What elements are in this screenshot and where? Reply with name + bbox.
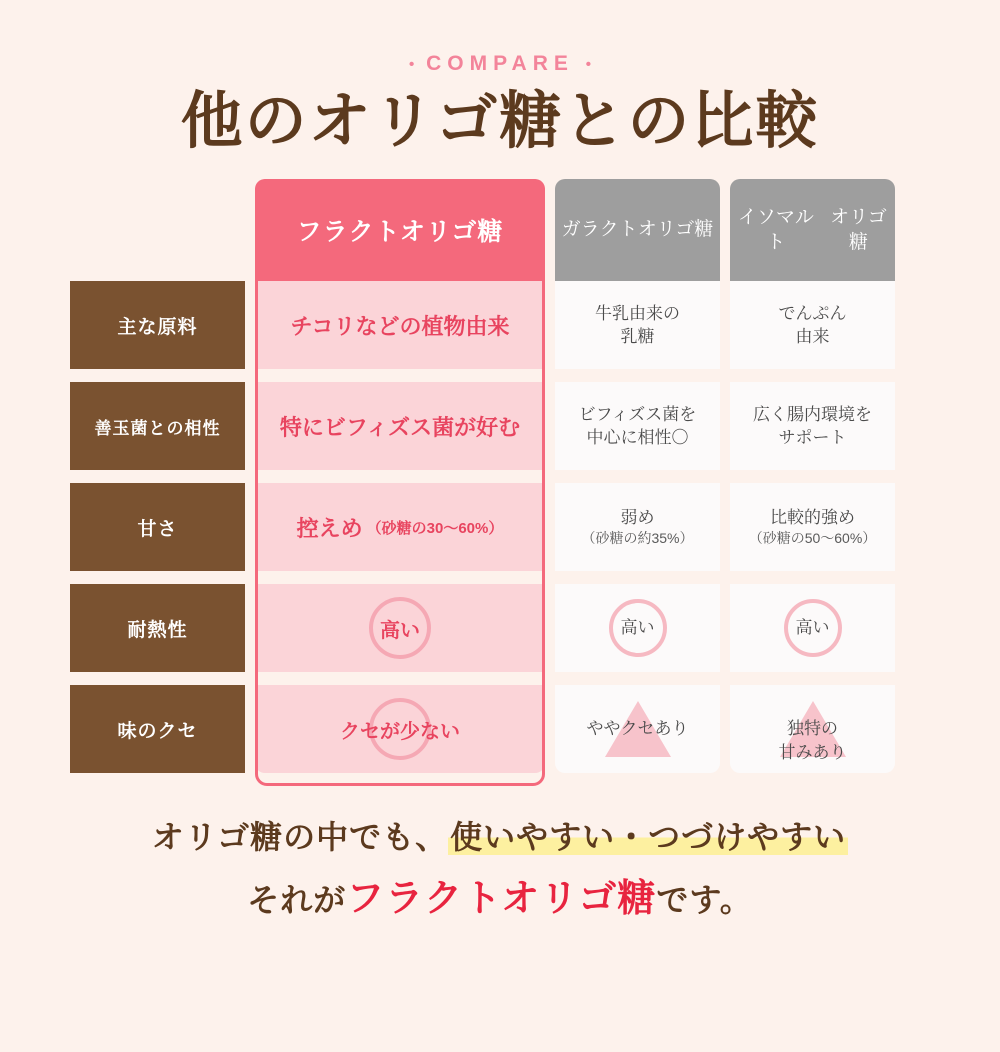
footer-line-1 bbox=[0, 816, 1000, 859]
spacer bbox=[545, 685, 555, 786]
footer-line2-post: です。 bbox=[656, 882, 753, 919]
mark-wrapper bbox=[255, 584, 545, 672]
spacer bbox=[720, 179, 730, 281]
cell-isomalto-line2: サポート bbox=[778, 428, 847, 448]
cell-isomalto bbox=[730, 281, 895, 369]
cell-fructo bbox=[255, 685, 545, 773]
cell-galacto-line2: （砂糖の約35%） bbox=[581, 530, 694, 547]
eyebrow-label bbox=[0, 52, 1000, 76]
cell-fructo-text: 高い bbox=[380, 619, 420, 642]
cell-galacto-line1: 弱め bbox=[620, 507, 655, 527]
column-header-isomalto-line1: イソマルト bbox=[737, 206, 814, 254]
cell-isomalto bbox=[730, 382, 895, 470]
spacer bbox=[545, 179, 555, 281]
spacer bbox=[545, 281, 555, 382]
mark-wrapper bbox=[255, 685, 545, 773]
cell-galacto-line1: 牛乳由来の bbox=[595, 303, 680, 323]
eyebrow-dot-left: • bbox=[409, 55, 415, 73]
cell-fructo: 特にビフィズス菌が好む bbox=[255, 382, 545, 470]
cell-fructo-main: 控えめ bbox=[296, 515, 363, 541]
footer-summary bbox=[0, 816, 1000, 922]
row-label: 耐熱性 bbox=[70, 584, 245, 672]
spacer bbox=[720, 685, 730, 786]
cell-galacto bbox=[555, 281, 720, 369]
cell-fructo bbox=[255, 584, 545, 672]
cell-isomalto bbox=[730, 685, 895, 773]
spacer bbox=[545, 584, 555, 685]
mark-wrapper bbox=[555, 584, 720, 672]
spacer bbox=[720, 483, 730, 584]
mark-wrapper bbox=[730, 584, 895, 672]
table-head-blank bbox=[70, 179, 245, 281]
spacer bbox=[545, 483, 555, 584]
column-header-fructo: フラクトオリゴ糖 bbox=[255, 179, 545, 281]
cell-isomalto bbox=[730, 584, 895, 672]
eyebrow-dot-right: • bbox=[585, 55, 591, 73]
cell-isomalto-text: 高い bbox=[795, 618, 830, 638]
cell-fructo-text: クセが少ない bbox=[340, 720, 460, 743]
footer-brand-name: フラクトオリゴ糖 bbox=[346, 878, 657, 921]
column-header-galacto-line2: オリゴ糖 bbox=[637, 219, 714, 241]
column-header-galacto bbox=[555, 179, 720, 281]
cell-isomalto-line2: （砂糖の50〜60%） bbox=[748, 530, 877, 547]
cell-fructo-sub: （砂糖の30〜60%） bbox=[366, 519, 504, 537]
spacer bbox=[245, 382, 255, 483]
row-label: 主な原料 bbox=[70, 281, 245, 369]
spacer bbox=[720, 584, 730, 685]
spacer bbox=[245, 584, 255, 685]
cell-isomalto-line1: 広く腸内環境を bbox=[753, 404, 872, 424]
row-label: 甘さ bbox=[70, 483, 245, 571]
cell-galacto bbox=[555, 685, 720, 773]
footer-line2-pre: それが bbox=[247, 882, 347, 919]
cell-galacto-text: ややクセあり bbox=[586, 719, 689, 739]
cell-isomalto-line2: 由来 bbox=[795, 327, 830, 347]
mark-wrapper bbox=[730, 685, 895, 773]
column-header-isomalto-line2: オリゴ糖 bbox=[830, 206, 887, 254]
page-title: 他のオリゴ糖との比較 bbox=[180, 87, 820, 156]
cell-isomalto bbox=[730, 483, 895, 571]
spacer bbox=[720, 281, 730, 382]
cell-galacto-line1: ビフィズス菌を bbox=[578, 404, 697, 424]
cell-isomalto-text2: 甘みあり bbox=[778, 743, 847, 763]
cell-galacto-line2: 乳糖 bbox=[620, 327, 655, 347]
footer-line1-pre: オリゴ糖の中でも、 bbox=[151, 819, 449, 856]
cell-isomalto-line1: 比較的強め bbox=[770, 507, 855, 527]
spacer bbox=[720, 382, 730, 483]
spacer bbox=[245, 685, 255, 786]
column-header-isomalto bbox=[730, 179, 895, 281]
footer-line1-highlight: 使いやすい・つづけやすい bbox=[450, 819, 847, 856]
spacer bbox=[245, 281, 255, 382]
cell-isomalto-line1: でんぷん bbox=[778, 303, 847, 323]
spacer bbox=[545, 382, 555, 483]
cell-galacto-text: 高い bbox=[620, 618, 655, 638]
cell-fructo: チコリなどの植物由来 bbox=[255, 281, 545, 369]
spacer bbox=[245, 483, 255, 584]
cell-galacto bbox=[555, 382, 720, 470]
cell-galacto bbox=[555, 483, 720, 571]
footer-line-2 bbox=[0, 867, 1000, 922]
eyebrow-text: COMPARE bbox=[426, 52, 574, 75]
mark-wrapper bbox=[555, 685, 720, 773]
column-header-galacto-line1: ガラクト bbox=[561, 219, 638, 241]
cell-galacto bbox=[555, 584, 720, 672]
cell-galacto-line2: 中心に相性〇 bbox=[586, 428, 689, 448]
spacer bbox=[245, 179, 255, 281]
comparison-table bbox=[70, 179, 930, 786]
row-label: 善玉菌との相性 bbox=[70, 382, 245, 470]
row-label: 味のクセ bbox=[70, 685, 245, 773]
cell-isomalto-text: 独特の bbox=[787, 719, 838, 739]
cell-fructo bbox=[255, 483, 545, 571]
